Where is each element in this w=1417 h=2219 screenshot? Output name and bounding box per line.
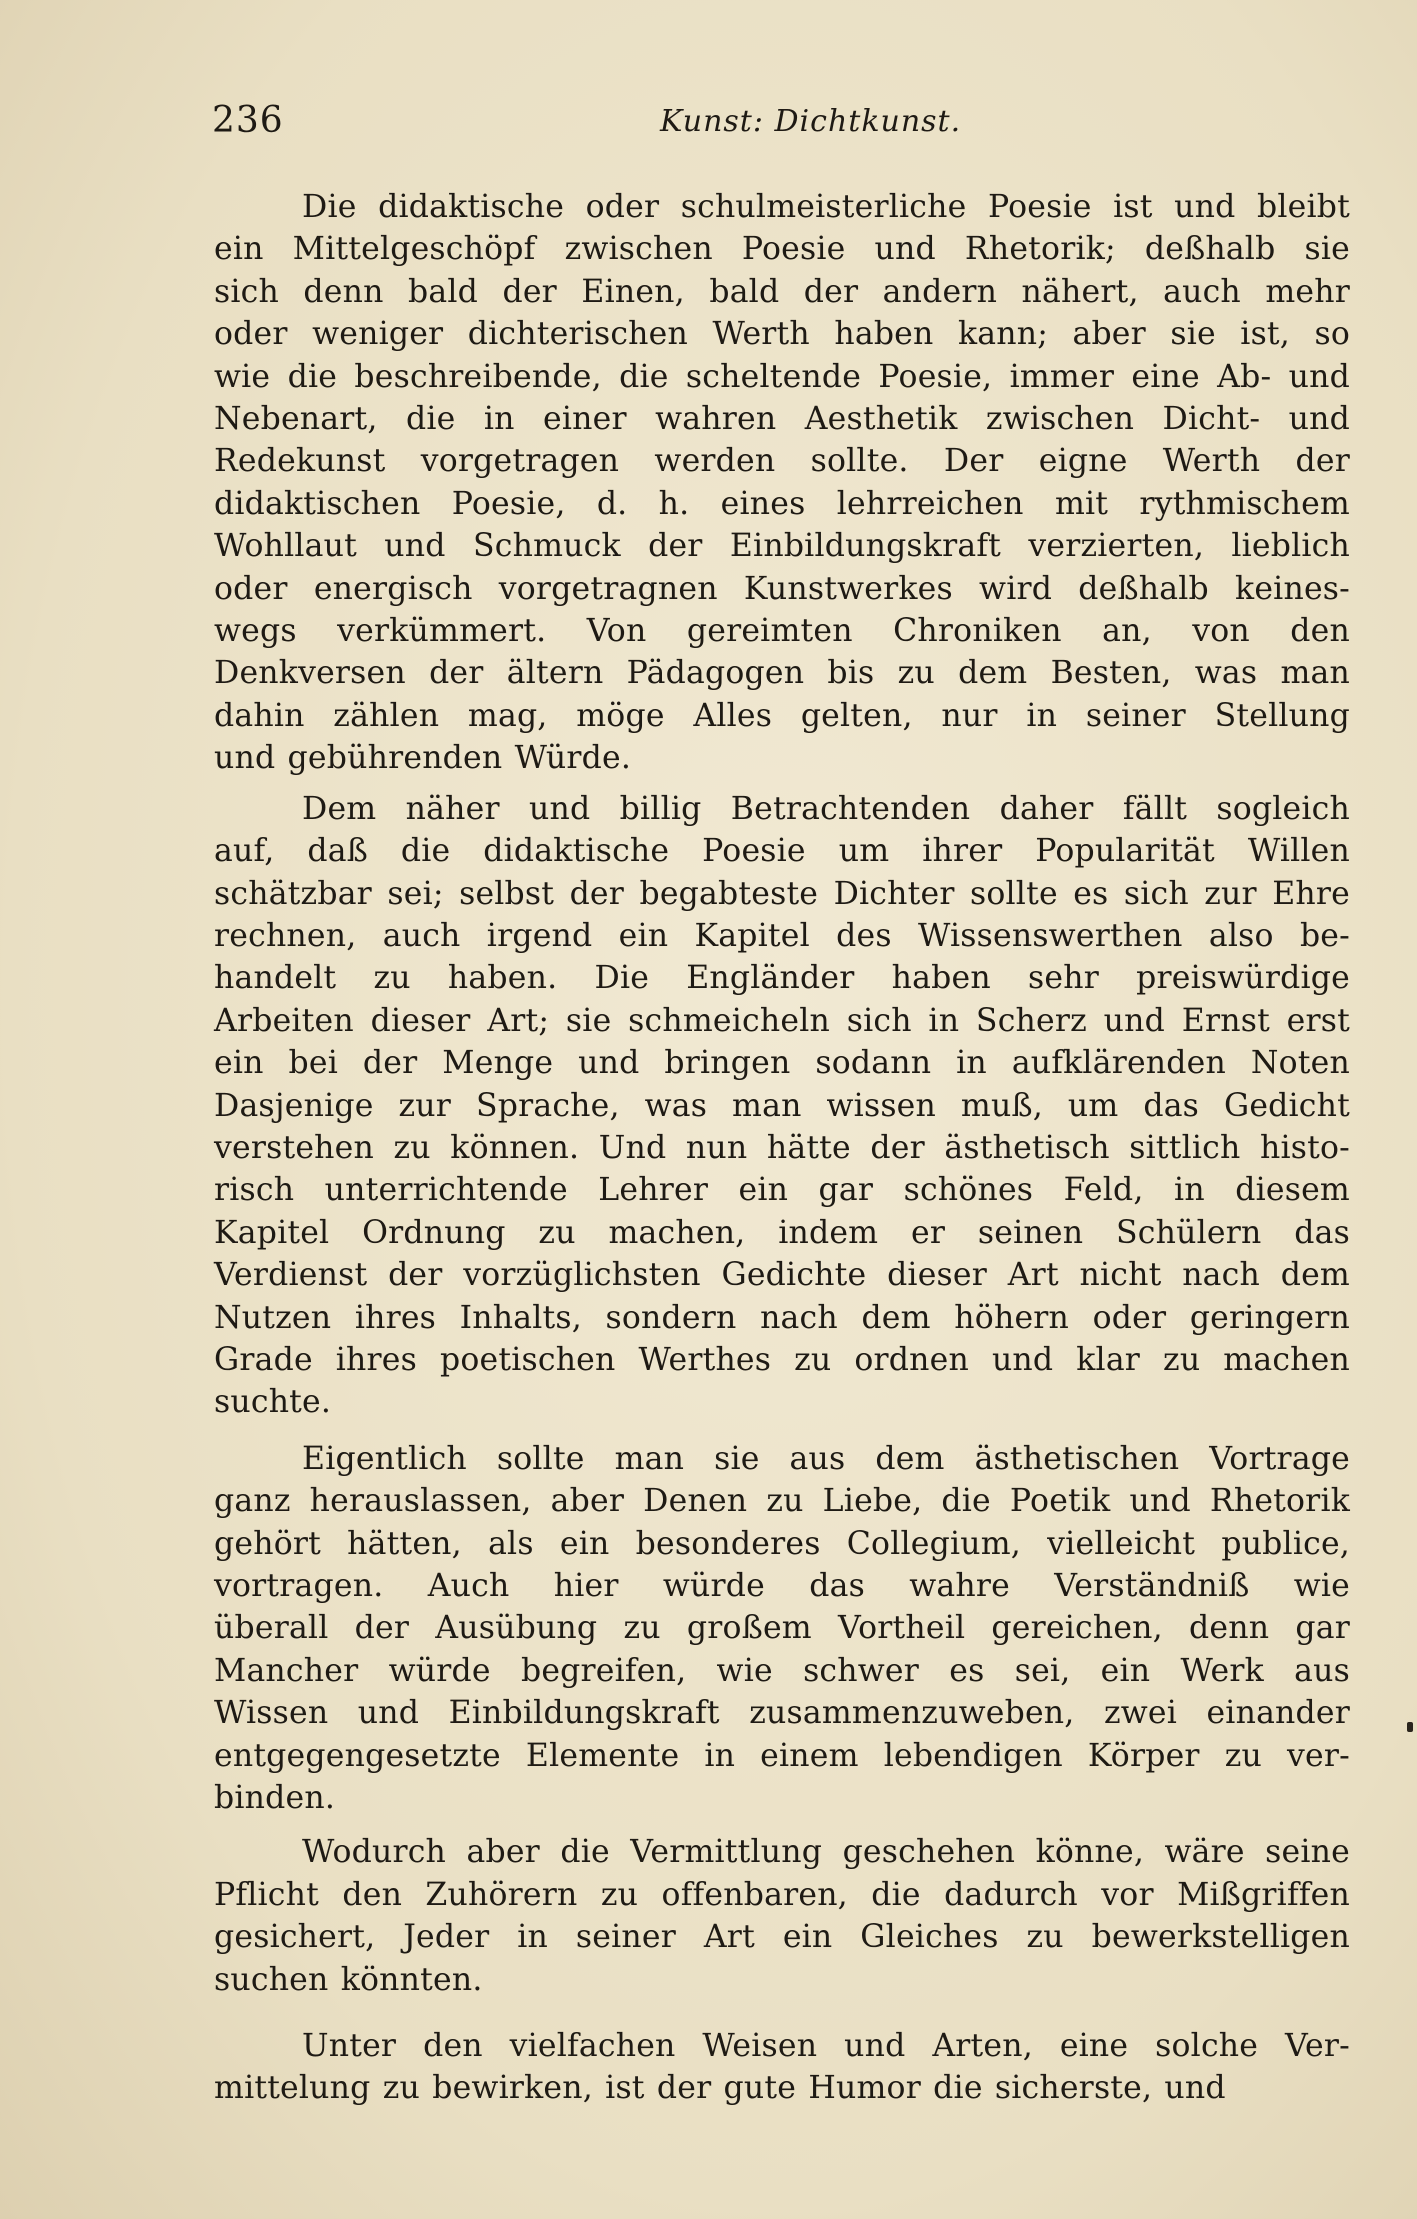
text-line: rechnen, auch irgend ein Kapitel des Wissenswerthen also be-	[214, 917, 1350, 954]
text-line: Grade ihres poetischen Werthes zu ordnen und klar zu machen	[214, 1341, 1350, 1378]
running-head	[212, 100, 1349, 148]
text-line: Wohllaut und Schmuck der Einbildungskraft verzierten, lieblich	[214, 528, 1350, 565]
text-line: Verdienst der vorzüglichsten Gedichte dieser Art nicht nach dem	[214, 1257, 1350, 1294]
text-line: Dem näher und billig Betrachtenden daher fällt sogleich	[302, 790, 1350, 827]
text-line: didaktischen Poesie, d. h. eines lehrreichen mit rythmischem	[214, 485, 1350, 522]
text-line: Redekunst vorgetragen werden sollte. Der eigne Werth der	[214, 443, 1350, 480]
text-line: Wissen und Einbildungskraft zusammenzuweben, zwei einander	[214, 1695, 1350, 1732]
text-line: Mancher würde begreifen, wie schwer es sei, ein Werk aus	[214, 1652, 1350, 1689]
text-line: Denkversen der ältern Pädagogen bis zu dem Besten, was man	[214, 655, 1350, 692]
text-line: Wodurch aber die Vermittlung geschehen könne, wäre seine	[302, 1834, 1350, 1871]
page-edge-mark	[1407, 1722, 1413, 1732]
page-number: 236	[212, 100, 284, 141]
text-line: wegs verkümmert. Von gereimten Chroniken an, von den	[214, 613, 1350, 650]
text-line: auf, daß die didaktische Poesie um ihrer Popularität Willen	[214, 833, 1350, 870]
text-line: dahin zählen mag, möge Alles gelten, nur in seiner Stellung	[214, 697, 1350, 734]
text-line: wie die beschreibende, die scheltende Poesie, immer eine Ab- und	[214, 358, 1350, 395]
text-line: und gebührenden Würde.	[214, 740, 632, 777]
body-text	[214, 186, 1350, 2110]
text-line: gesichert, Jeder in seiner Art ein Gleiches zu bewerkstelligen	[214, 1919, 1350, 1956]
paragraph	[214, 2025, 1350, 2110]
text-line: Arbeiten dieser Art; sie schmeicheln sich in Scherz und Ernst erst	[214, 1002, 1350, 1039]
text-line: Die didaktische oder schulmeisterliche Poesie ist und bleibt	[302, 189, 1350, 225]
text-line: mittelung zu bewirken, ist der gute Humor die sicherste, und	[214, 2070, 1226, 2107]
running-title: Kunst: Dichtkunst.	[660, 104, 962, 139]
paragraph	[214, 1438, 1350, 1820]
text-line: überall der Ausübung zu großem Vortheil gereichen, denn gar	[214, 1610, 1350, 1647]
text-line: handelt zu haben. Die Engländer haben sehr preiswürdige	[214, 960, 1350, 997]
text-line: schätzbar sei; selbst der begabteste Dichter sollte es sich zur Ehre	[214, 875, 1350, 912]
text-line: entgegengesetzte Elemente in einem lebendigen Körper zu ver-	[214, 1737, 1350, 1774]
text-line: ein bei der Menge und bringen sodann in aufklärenden Noten	[214, 1045, 1350, 1082]
text-line: ganz herauslassen, aber Denen zu Liebe, die Poetik und Rhetorik	[214, 1483, 1350, 1520]
text-line: ein Mittelgeschöpf zwischen Poesie und Rhetorik; deßhalb sie	[214, 231, 1350, 268]
text-line: Kapitel Ordnung zu machen, indem er seinen Schülern das	[214, 1214, 1350, 1251]
text-line: verstehen zu können. Und nun hätte der ästhetisch sittlich histo-	[214, 1129, 1350, 1166]
text-line: Unter den vielfachen Weisen und Arten, eine solche Ver-	[302, 2028, 1350, 2065]
text-line: Pflicht den Zuhörern zu offenbaren, die dadurch vor Mißgriffen	[214, 1876, 1350, 1913]
text-line: Eigentlich sollte man sie aus dem ästhetischen Vortrage	[302, 1440, 1350, 1477]
paragraph	[214, 1831, 1350, 2001]
text-line: Nutzen ihres Inhalts, sondern nach dem höhern oder geringern	[214, 1299, 1350, 1336]
text-line: Nebenart, die in einer wahren Aesthetik zwischen Dicht- und	[214, 401, 1350, 438]
text-line: gehört hätten, als ein besonderes Collegium, vielleicht publice,	[214, 1525, 1350, 1562]
text-line: Dasjenige zur Sprache, was man wissen muß, um das Gedicht	[214, 1087, 1350, 1124]
text-line: binden.	[214, 1780, 336, 1817]
text-line: vortragen. Auch hier würde das wahre Verständniß wie	[214, 1568, 1350, 1604]
text-line: oder energisch vorgetragnen Kunstwerkes wird deßhalb keines-	[214, 570, 1350, 607]
text-line: sich denn bald der Einen, bald der andern nähert, auch mehr	[214, 273, 1350, 310]
paragraph	[214, 788, 1350, 1424]
paragraph	[214, 186, 1350, 780]
text-line: suchte.	[214, 1384, 332, 1421]
text-line: risch unterrichtende Lehrer ein gar schönes Feld, in diesem	[214, 1172, 1350, 1209]
text-line: suchen könnten.	[214, 1961, 483, 1998]
text-line: oder weniger dichterischen Werth haben kann; aber sie ist, so	[214, 316, 1350, 353]
